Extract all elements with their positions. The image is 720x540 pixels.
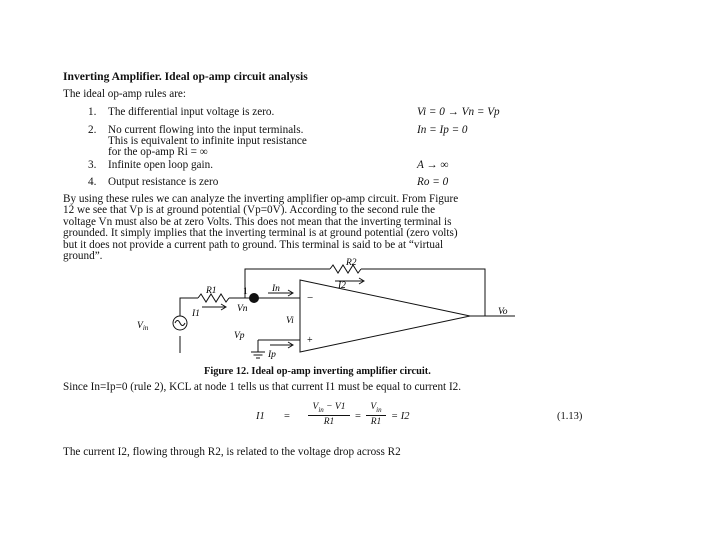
r2-label: R2 (346, 258, 357, 268)
vin-label: $V_{in}$ (137, 321, 149, 332)
rule-text: Infinite open loop gain. (108, 159, 214, 171)
r1-label: R1 (206, 286, 217, 296)
equation-fraction-1 (308, 402, 350, 427)
rule-formula: Vi = 0 → Vn = Vp (417, 106, 500, 118)
rule-number: 4. (88, 176, 97, 188)
paragraph-line: voltage Vn must also be at zero Volts. This does not mean that the inverting terminal is (63, 215, 452, 228)
in-label: In (272, 284, 280, 294)
rule-formula: In = Ip = 0 (417, 124, 468, 136)
rule-text: The differential input voltage is zero. (108, 106, 275, 118)
paragraph-line: ground”. (63, 250, 103, 263)
op-amp-triangle (300, 280, 470, 352)
equation-number: (1.13) (557, 411, 583, 422)
paragraph-line: grounded. It simply implies that the inverting terminal is at ground potential (zero volts) (63, 227, 458, 240)
fraction-numerator: $V_{in} - V1$ (312, 402, 346, 414)
rule-number: 1. (88, 106, 97, 118)
rule-formula: Ro = 0 (417, 176, 449, 188)
node-label: 1 (243, 287, 248, 297)
rule-text: This is equivalent to infinite input resistance (108, 135, 307, 147)
i2-label: I2 (338, 281, 346, 291)
equation-lhs: I1 (256, 411, 265, 422)
vp-label: Vp (234, 331, 245, 341)
equation-fraction-2 (366, 402, 386, 427)
intro-text: The ideal op-amp rules are: (63, 88, 187, 100)
node-dot (249, 293, 259, 303)
rule-text: No current flowing into the input terminals. (108, 124, 304, 136)
feedback-wire-right (361, 269, 485, 316)
equation-equals: = (355, 411, 361, 422)
rule-formula: A → ∞ (417, 159, 449, 171)
inverting-terminal-sign: − (307, 292, 314, 304)
paragraph-line: 12 we see that Vp is at ground potential (Vp=0V). According to the second rule the (63, 204, 436, 217)
rule-number: 3. (88, 159, 97, 171)
figure-caption: Figure 12. Ideal op-amp inverting amplifier circuit. (204, 366, 431, 377)
paragraph-line: By using these rules we can analyze the inverting amplifier op-amp circuit. From Figure (63, 193, 459, 205)
fraction-numerator: $V_{in}$ (370, 402, 382, 414)
vi-label: Vi (286, 316, 294, 326)
equation-rhs: = I2 (391, 411, 410, 422)
fraction-denominator: R1 (323, 416, 335, 427)
ground-symbol (251, 352, 265, 358)
rule-number: 2. (88, 124, 97, 136)
fraction-denominator: R1 (370, 416, 382, 427)
equation-equals: = (284, 411, 290, 422)
closing-sentence: The current I2, flowing through R2, is related to the voltage drop across R2 (63, 446, 401, 458)
ip-label: Ip (268, 350, 276, 360)
page-title: Inverting Amplifier. Ideal op-amp circuit analysis (63, 70, 308, 83)
vn-label: Vn (237, 304, 248, 314)
paragraph-line: but it does not provide a current path to ground. This terminal is said to be at “virtual (63, 238, 444, 251)
vo-label: Vo (498, 307, 508, 317)
kcl-statement: Since In=Ip=0 (rule 2), KCL at node 1 tells us that current I1 must be equal to current I2. (63, 381, 462, 393)
rule-text: Output resistance is zero (108, 176, 219, 188)
noninverting-terminal-sign: + (307, 335, 313, 346)
i1-label: I1 (192, 309, 200, 319)
rule-text: for the op-amp Ri = ∞ (108, 146, 208, 158)
